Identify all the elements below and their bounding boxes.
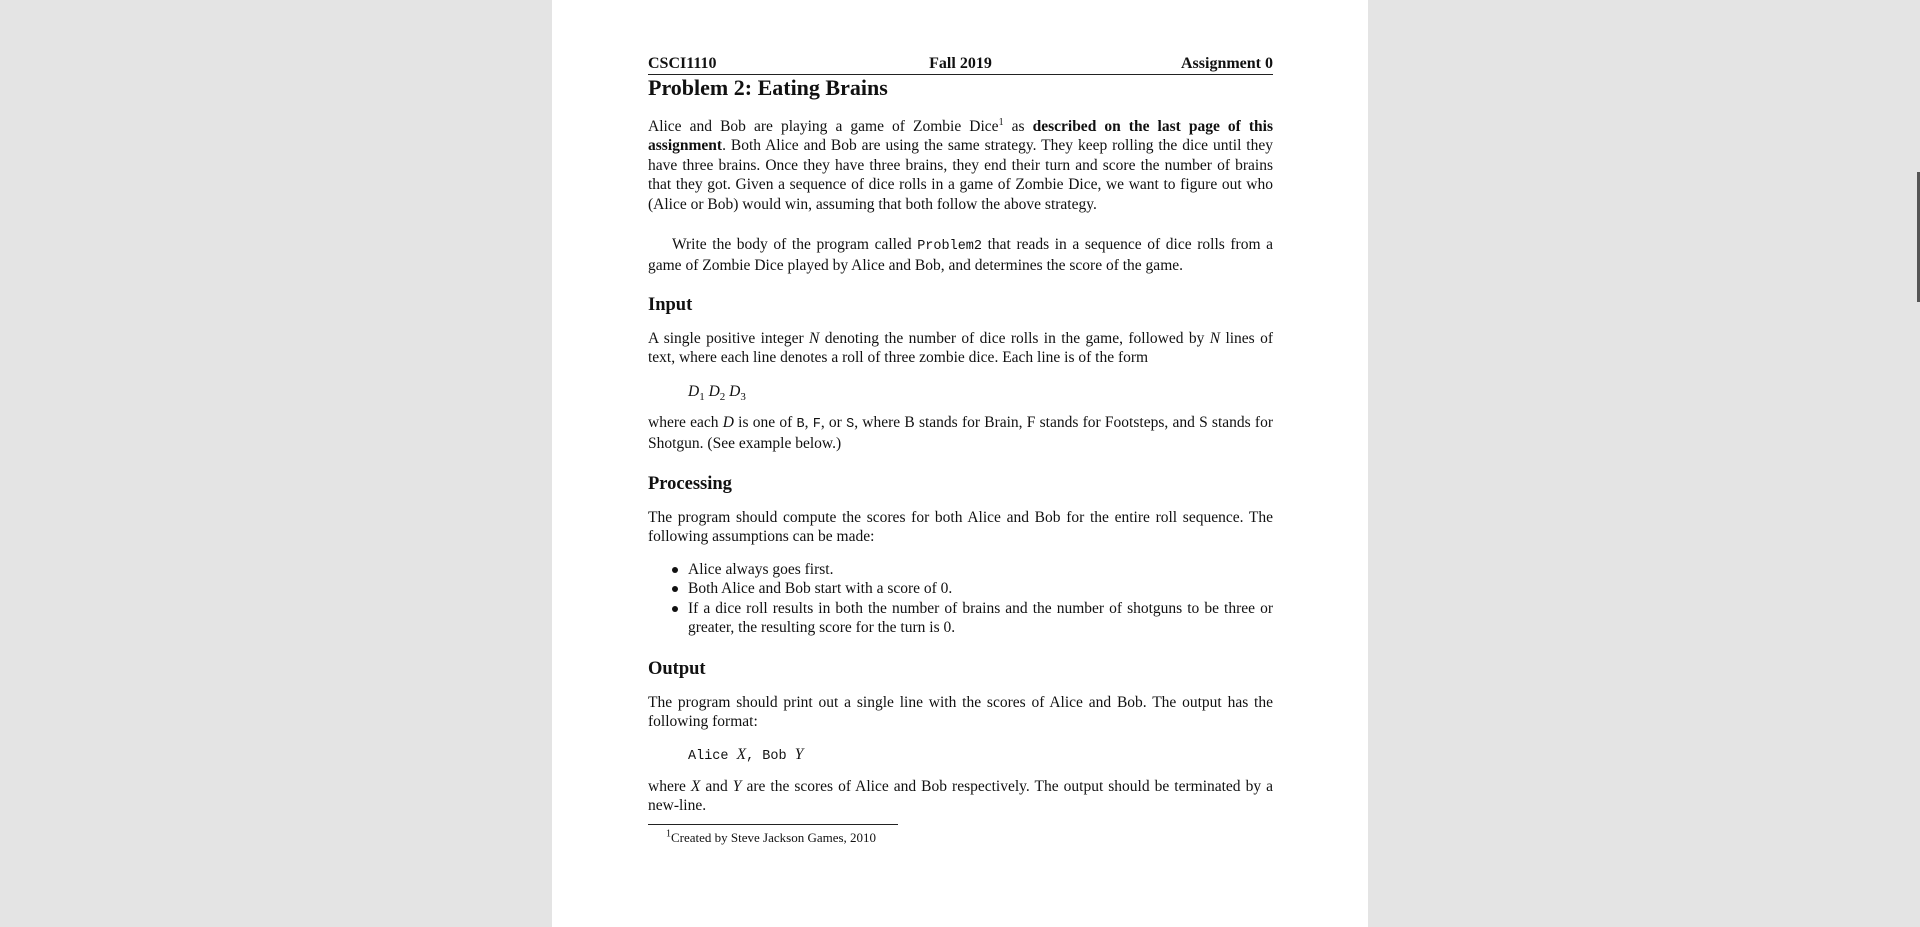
footnote: $^1$Created by Steve Jackson Games, 2010: [666, 828, 877, 845]
bullet-icon: [672, 606, 678, 612]
processing-heading: Processing: [648, 474, 732, 494]
bold-emphasis: described on the last page of this assignment: [648, 118, 1273, 155]
input-paragraph: A single positive integer N denoting the number of dice rolls in the game, followed by N lines of text, where each line denotes a roll of three zombie dice. Each line is of the form: [648, 330, 1274, 367]
input-heading: Input: [648, 295, 693, 315]
input-paragraph-2: where each D is one of B, F, or S, where B stands for Brain, F stands for Footsteps, and S stands for Shotgun. (See example below.): [648, 414, 1273, 453]
output-paragraph: The program should print out a single line with the scores of Alice and Bob. The output has the following format:: [648, 694, 1273, 731]
list-item: Alice always goes first.: [672, 560, 1273, 579]
problem-title: Problem 2: Eating Brains: [648, 75, 888, 100]
footnote-rule: [648, 824, 898, 825]
running-header: [648, 54, 1273, 75]
output-paragraph-2: where X and Y are the scores of Alice and Bob respectively. The output should be terminated by a new-line.: [648, 778, 1273, 815]
footnote-ref: 1: [998, 116, 1004, 128]
output-format: Alice X, Bob Y: [688, 746, 804, 764]
intro-paragraph-2: Write the body of the program called Problem2 that reads in a sequence of dice rolls from a game of Zombie Dice played by Alice and Bob, and determines the score of the game.: [648, 236, 1273, 275]
list-item: If a dice roll results in both the number of brains and the number of shotguns to be three or greater, the resulting score for the turn is 0.: [672, 599, 1273, 638]
program-name: Problem2: [917, 239, 982, 254]
assignment-label: Assignment 0: [1180, 55, 1273, 72]
course-code: CSCI1110: [648, 55, 717, 72]
assumption-list: [672, 560, 1273, 638]
input-line-format: $D_1$ $D_2$ $D_3$: [688, 383, 746, 404]
bullet-icon: [672, 567, 678, 573]
output-heading: Output: [648, 659, 706, 679]
processing-paragraph: The program should compute the scores for both Alice and Bob for the entire roll sequence. The following assumptions can be made:: [648, 509, 1273, 546]
document-page: [552, 0, 1368, 927]
intro-paragraph: Alice and Bob are playing a game of Zombie Dice$^1$ as described on the last page of this assignment. Both Alice and Bob are using the same strategy. They keep rolling the dice until they have three brains. Once they have three brains, they end their turn and score the number of brains that they got. Given a sequence of dice rolls in a game of Zombie Dice, we want to figure out who (Alice or Bob) would win, assuming that both follow the above strategy.: [648, 116, 1273, 213]
term: Fall 2019: [929, 55, 992, 72]
list-item: Both Alice and Bob start with a score of 0.: [672, 579, 1273, 598]
bullet-icon: [672, 586, 678, 592]
